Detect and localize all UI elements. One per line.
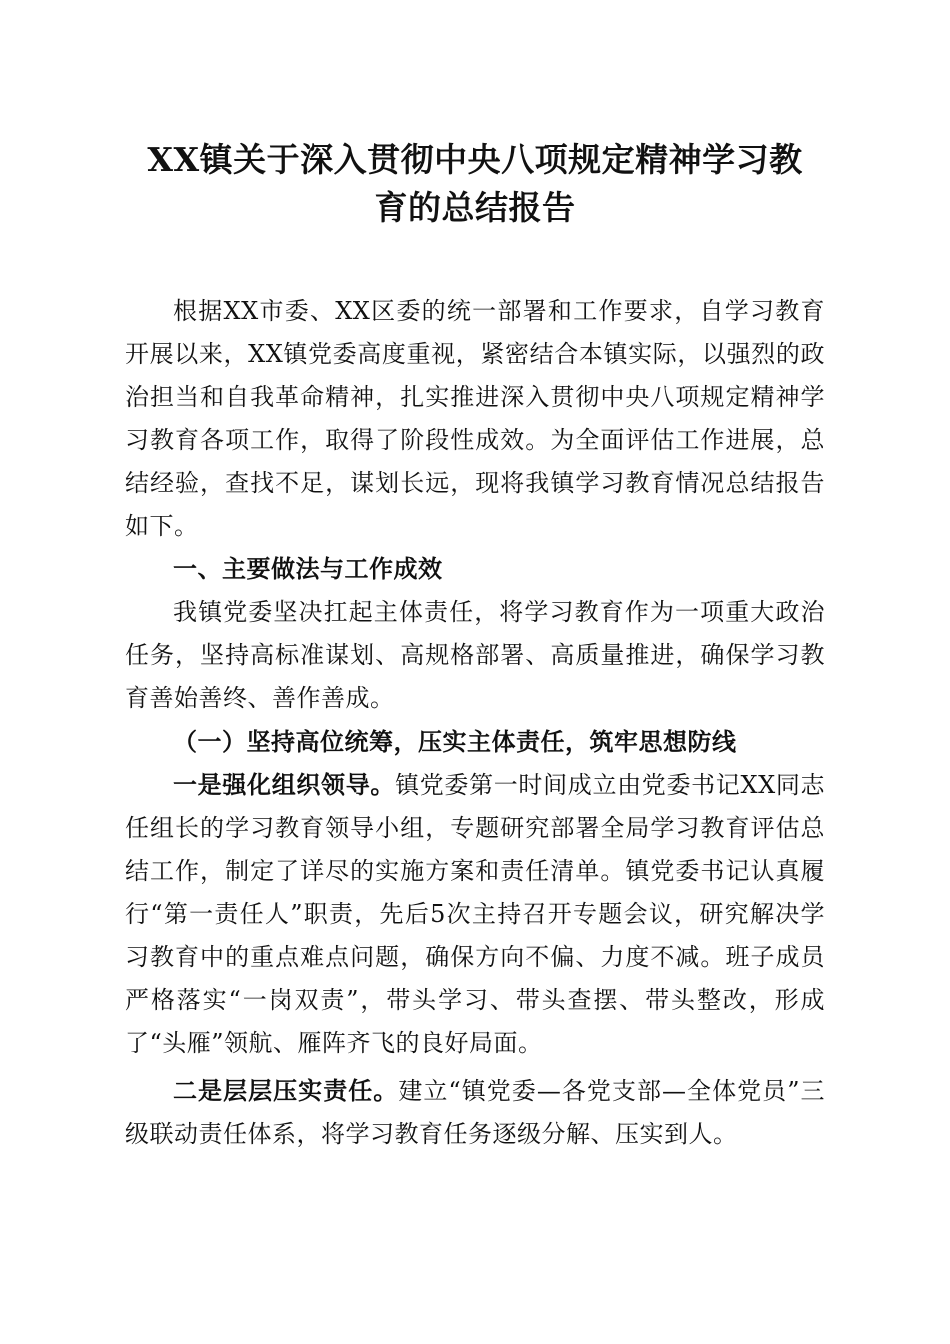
point-2-paragraph xyxy=(125,1069,825,1156)
intro-paragraph: 根据XX市委、XX区委的统一部署和工作要求，自学习教育开展以来，XX镇党委高度重视，紧密结合本镇实际，以强烈的政治担当和自我革命精神，扎实推进深入贯彻中央八项规定精神学习教育各项工作，取得了阶段性成效。为全面评估工作进展，总结经验，查找不足，谋划长远，现将我镇学习教育情况总结报告如下。 xyxy=(125,297,825,540)
point-2-lead: 二是层层压实责任。 xyxy=(173,1076,399,1105)
section-heading: 一、主要做法与工作成效 xyxy=(173,555,443,583)
section-intro-paragraph: 我镇党委坚决扛起主体责任，将学习教育作为一项重大政治任务，坚持高标准谋划、高规格部署、高质量推进，确保学习教育善始善终、善作善成。 xyxy=(125,598,825,712)
title-line-2: 育的总结报告 xyxy=(374,188,576,227)
point-1-lead: 一是强化组织领导。 xyxy=(173,770,396,799)
point-2-body: 建立“镇党委—各党支部—全体党员”三级联动责任体系，将学习教育任务逐级分解、压实到人。 xyxy=(125,1077,826,1148)
subsection-heading: （一）坚持高位统筹，压实主体责任，筑牢思想防线 xyxy=(173,727,737,756)
point-1-paragraph xyxy=(125,763,825,1065)
point-1-body: 镇党委第一时间成立由党委书记XX同志任组长的学习教育领导小组，专题研究部署全局学习教育评估总结工作，制定了详尽的实施方案和责任清单。镇党委书记认真履行“第一责任人”职责，先后5次主持召开专题会议，研究解决学习教育中的重点难点问题，确保方向不偏、力度不减。班子成员严格落实“一岗双责”，带头学习、带头查摆、带头整改，形成了“头雁”领航、雁阵齐飞的良好局面。 xyxy=(125,771,826,1057)
document-body xyxy=(125,290,825,1156)
title-line-1: XX镇关于深入贯彻中央八项规定精神学习教 xyxy=(147,140,803,179)
document-title xyxy=(125,136,825,232)
